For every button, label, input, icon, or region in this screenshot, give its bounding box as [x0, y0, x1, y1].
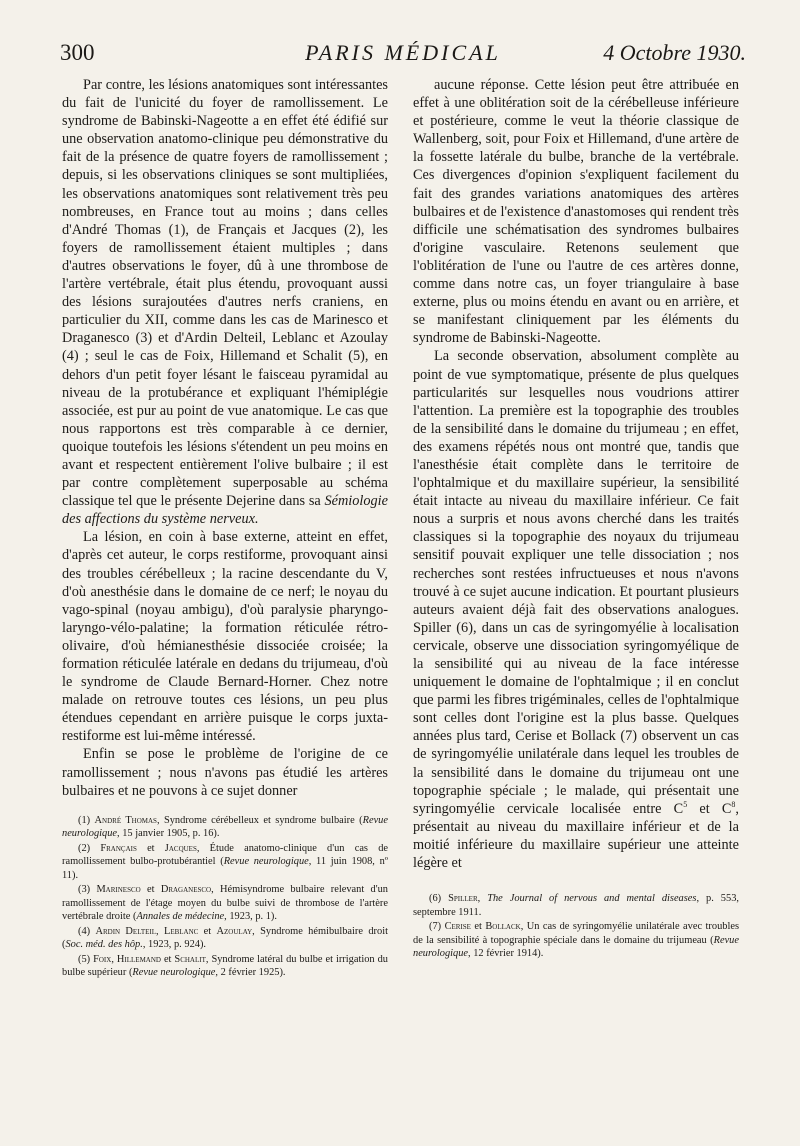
left-body-text [62, 76, 388, 800]
text-run: La seconde observation, absolument complète au point de vue symptomatique, présente de plus quelques particularités sur lesquelles nous voudrions attirer l'attention. La première est la topographie des troubles de la sensibilité dans le domaine du trijumeau ; en effet, des examens répétés nous ont montré que, tandis que l'anesthésie était complète dans le territoire de l'ophtalmique et du maxillaire supérieur, la sensibilité était intacte au niveau du maxillaire inférieur. Ce fait nous a surpris et nous avons cherché dans les traités classiques si la topographie des noyaux du trijumeau sensitif pouvait expliquer une telle dissociation ; nos recherches sont restées infructueuses et nous n'avons trouvé à ce sujet aucune indication. Et pourtant plusieurs auteurs avaient déjà fait des observations analogues. Spiller (6), dans un cas de syringomyélie à localisation cervicale, observe une dissociation syringomyélique de la sensibilité qui au niveau de la face intéresse uniquement le domaine de l'ophtalmique ; il en conclut que parmi les fibres trigéminales, celles de l'ophtalmique sont celles dont l'origine est la plus basse. Quelques années plus tard, Cerise et Bollack (7) observent un cas de syringomyélie unilatérale dans lequel les troubles de la sensibilité dans le domaine du trijumeau ont une topographie spéciale ; le malade, qui présentait une syringomyélie cervicale localisée entre C [413, 348, 739, 817]
text-run: Enfin se pose le problème de l'origine de ce ramollissement ; nous n'avons pas étudié les artères bulbaires et ne pouvons à ce sujet donner [62, 746, 388, 799]
journal-title: PARIS MÉDICAL [305, 40, 501, 65]
body-paragraph [413, 76, 739, 347]
left-footnotes [62, 814, 388, 980]
text-run: La lésion, en coin à base externe, atteint en effet, d'après cet auteur, le corps restiforme, provoquant ainsi des troubles cérébelleux ; la racine descendante du V, d'où anesthésie dans le domaine de ce nerf; le noyau du vago-spinal (noyau ambigu), d'où paralysie pharyngo-laryngo-vélo-palatine; la formation réticulée rétro-olivaire, d'où hémianesthésie dissociée croisée; la formation réticulée latérale en dedans du trijumeau, d'où le syndrome de Claude Bernard-Horner. Chez notre malade on retrouve toutes ces lésions, un peu plus étendues cependant en arrière puisque le corps juxta-restiforme est lui-même intéressé. [62, 529, 388, 745]
text-run: , [477, 893, 488, 905]
text-run: , Syndrome cérébelleux et syndrome bulbaire ( [156, 814, 363, 826]
page-header [60, 40, 746, 72]
right-column [413, 76, 739, 962]
text-run: (7) [429, 921, 445, 933]
text-run: (3) [78, 884, 97, 896]
right-body-text [413, 76, 739, 872]
text-run: , [156, 925, 164, 937]
text-run: , Étude anatomo-clinique d'un cas de ramollissement bulbo-protubérantiel ( [62, 842, 388, 868]
text-run: (1) [78, 814, 95, 826]
text-run: et C [687, 800, 732, 817]
body-paragraph [413, 347, 739, 872]
text-run: et [160, 953, 175, 965]
text-run: (2) [78, 842, 101, 854]
text-run: , 2 février 1925). [215, 967, 286, 979]
body-paragraph [62, 76, 388, 528]
text-run: , 1923, p. 1). [224, 911, 277, 923]
text-run: et [198, 925, 217, 937]
italic-text: Revue neurologique [413, 934, 739, 960]
text-run: Par contre, les lésions anatomiques sont intéressantes du fait de l'unicité du foyer de ramollissement. Le syndrome de Babinski-Nageotte a en effet été édifié sur une observation anatomo-clinique peu démonstrative du fait de la présence de quatre foyers de ramollissement ; depuis, si les observations cliniques se sont multipliées, les observations anatomiques sont relativement très peu nombreuses, en France tout au moins ; dans celles d'André Thomas (1), de Français et Jacques (2), les foyers de ramollissement étaient multiples ; dans d'autres observations le foyer, dû à une thrombose de l'artère vertébrale, était plus étendu, provoquant aussi des lésions surajoutées d'autres nerfs craniens, en particulier du XII, comme dans les cas de Marinesco et Draganesco (3) et d'Ardin Delteil, Leblanc et Azoulay (4) ; seul le cas de Foix, Hillemand et Schalit (5), en dehors d'un petit foyer lésant le faisceau pyramidal au niveau de la protubérance et expliquant l'hémiplégie associée, est pur au point de vue anatomique. Le cas que nous rapportons est très comparable à ce dernier, quoique toutefois les lésions s'étendent un peu moins en avant et respectent entièrement l'olive bulbaire ; il est par contre complètement superposable au schéma classique tel que le présente Dejerine dans sa [62, 77, 388, 510]
footnote [413, 920, 739, 961]
text-run: , Hémisyndrome bulbaire relevant d'un ramollissement de l'étage moyen du bulbe suivi de thrombose de l'artère vertébrale droite ( [62, 884, 389, 923]
text-run: , Un cas de syringomyélie unilatérale avec troubles de la sensibilité à topographie spéciale dans le domaine du trijumeau ( [413, 921, 740, 946]
author-name: Cerise [444, 921, 471, 933]
text-run: , présentait au niveau du maxillaire inférieur et de la moitié inférieure du maxillaire supérieur une atteinte légère et [413, 800, 739, 872]
text-run: , [111, 953, 117, 965]
text-run: (6) [429, 893, 449, 905]
italic-text: Revue neurologique [132, 967, 216, 979]
footnote [62, 925, 388, 952]
footnote [62, 883, 388, 924]
text-run: (4) [78, 925, 96, 937]
footnote [413, 892, 739, 919]
body-paragraph [62, 528, 388, 745]
italic-text: The Journal of nervous and mental diseases [487, 893, 697, 905]
author-name: Spiller [448, 893, 478, 905]
author-name: André Thomas [94, 814, 157, 826]
body-paragraph [62, 745, 388, 799]
author-name: Jacques [164, 842, 197, 854]
footnote [62, 842, 388, 883]
superscript: 5 [683, 799, 688, 809]
footnote [62, 953, 388, 980]
author-name: Bollack [485, 921, 521, 933]
italic-text: Annales de médecine [136, 911, 225, 923]
italic-text: Revue neurologique [223, 856, 309, 868]
italic-text: Revue neurologique [62, 814, 388, 840]
text-run: , Syndrome hémibulbaire droit ( [62, 925, 388, 951]
superscript: 8 [731, 799, 736, 809]
author-name: Marinesco [96, 884, 141, 896]
italic-text: Soc. méd. des hôp. [65, 939, 143, 951]
text-run: et [470, 921, 486, 933]
text-run: , 12 février 1914). [468, 948, 544, 960]
text-run: , Syndrome latéral du bulbe et irrigation du bulbe supérieur ( [62, 953, 388, 979]
text-run: (5) [78, 953, 94, 965]
issue-date: 4 Octobre 1930. [603, 40, 746, 65]
text-run: , 15 janvier 1905, p. 16). [117, 828, 220, 840]
author-name: Français [100, 842, 137, 854]
author-name: Azoulay [216, 925, 253, 937]
author-name: Draganesco [160, 884, 212, 896]
left-column [62, 76, 388, 981]
text-run: , p. 553, septembre 1911. [413, 893, 739, 918]
right-footnotes [413, 892, 739, 961]
text-run: , 11 juin 1908, nº 11). [62, 856, 388, 881]
text-run: et [136, 842, 165, 854]
author-name: Ardin Delteil [95, 925, 157, 937]
text-run: et [140, 884, 161, 896]
italic-text: Sémiologie des affections du système nerveux. [62, 493, 388, 528]
footnote [62, 814, 388, 841]
page-number: 300 [60, 40, 95, 65]
author-name: Hillemand [116, 953, 161, 965]
author-name: Schalit [174, 953, 206, 965]
text-run: aucune réponse. Cette lésion peut être attribuée en effet à une oblitération soit de la cérébelleuse inférieure et postérieure, comme le veut la théorie classique de Wallenberg, soit, pour Foix et Hillemand, d'une artère de la fossette latérale du bulbe, branche de la vertébrale. Ces divergences d'opinion s'expliquent facilement du fait des grandes variations anatomiques des artères bulbaires et de l'existence d'anastomoses qui rendent très difficile une schématisation des syndromes bulbaires d'origine vasculaire. Retenons seulement que l'oblitération de l'une ou l'autre de ces artères donne, comme dans notre cas, un foyer triangulaire à base externe, plus ou moins étendu en avant ou en arrière, et se manifestant cliniquement par les éléments du syndrome de Babinski-Nageotte. [413, 77, 739, 347]
author-name: Leblanc [163, 925, 199, 937]
text-run: , 1923, p. 924). [142, 939, 207, 951]
author-name: Foix [93, 953, 112, 965]
